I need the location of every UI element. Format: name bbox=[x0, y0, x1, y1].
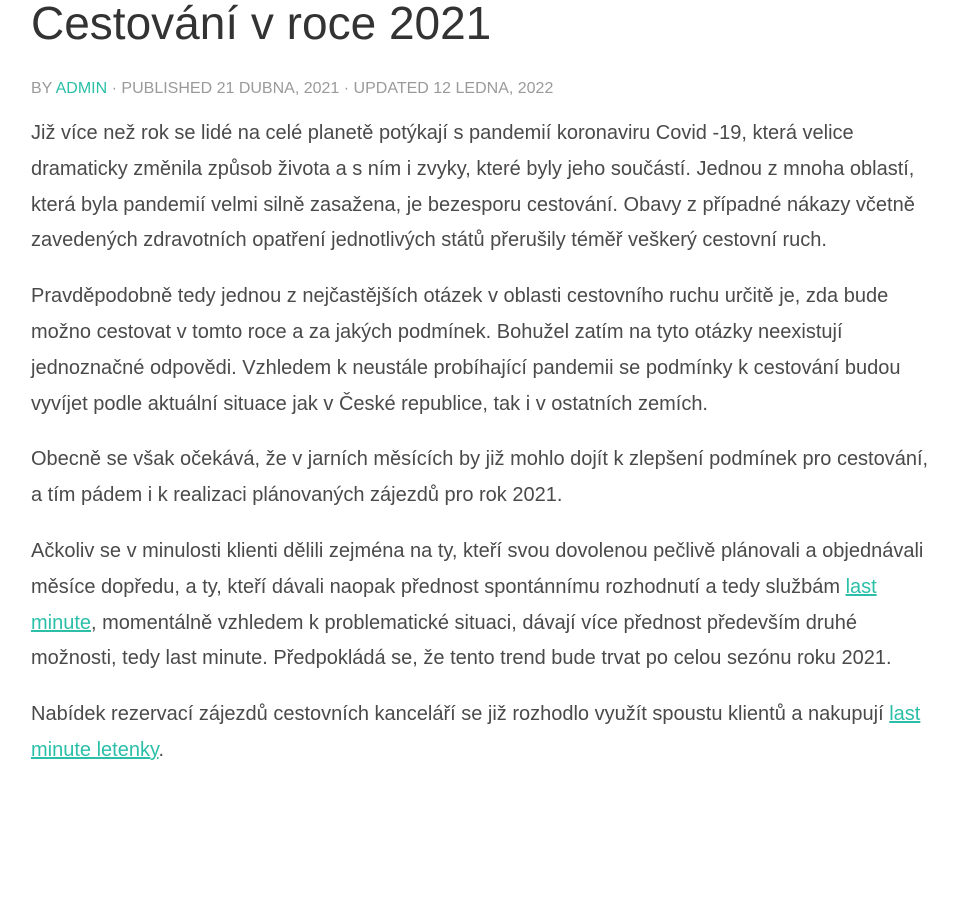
paragraph-text: Nabídek rezervací zájezdů cestovních kanceláří se již rozhodlo využít spoustu klientů a nakupují bbox=[31, 703, 890, 726]
updated-label: UPDATED bbox=[353, 80, 429, 97]
entry-content bbox=[31, 116, 931, 769]
paragraph: Obecně se však očekává, že v jarních měsících by již mohlo dojít k zlepšení podmínek pro cestování, a tím pádem i k realizaci plánovaných zájezdů pro rok 2021. bbox=[31, 448, 929, 507]
meta-separator: · bbox=[343, 80, 350, 97]
entry-meta bbox=[31, 79, 931, 99]
paragraph: Pravděpodobně tedy jednou z nejčastějších otázek v oblasti cestovního ruchu určitě je, zda bude možno cestovat v tomto roce a za jakých podmínek. Bohužel zatím na tyto otázky neexistují jednoznačné odpovědi. Vzhledem k neustále probíhající pandemii se podmínky k cestování budou vyvíjet podle aktuální situace jak v České republice, tak i v ostatních zemích. bbox=[31, 285, 901, 415]
by-label: BY bbox=[31, 80, 53, 97]
paragraph-text: Ačkoliv se v minulosti klienti dělili zejména na ty, kteří svou dovolenou pečlivě plánovali a objednávali měsíce dopředu, a ty, kteří dávali naopak přednost spontánnímu rozhodnutí a tedy službám bbox=[31, 539, 924, 598]
paragraph: Již více než rok se lidé na celé planetě potýkají s pandemií koronaviru Covid -19, která velice dramaticky změnila způsob života a s ním i zvyky, které byly jeho součástí. Jednou z mnoha oblastí, která byla pandemií velmi silně zasažena, je bezesporu cestování. Obavy z případné nákazy včetně zavedených zdravotních opatření jednotlivých států přerušily téměř veškerý cestovní ruch. bbox=[31, 122, 915, 252]
published-label: PUBLISHED bbox=[121, 80, 213, 97]
page-title: Cestování v roce 2021 bbox=[31, 0, 492, 49]
last-minute-letenky-link[interactable]: last minute letenky bbox=[31, 703, 921, 761]
meta-separator: · bbox=[111, 80, 117, 97]
author-link[interactable]: ADMIN bbox=[55, 80, 108, 97]
updated-date: 12 LEDNA, 2022 bbox=[433, 80, 554, 97]
paragraph bbox=[31, 534, 931, 677]
paragraph-text: , momentálně vzhledem k problematické situaci, dávají více přednost především druhé možnosti, tedy last minute. Předpokládá se, že tento trend bude trvat po celou sezónu roku 2021. bbox=[31, 611, 892, 670]
paragraph bbox=[31, 697, 931, 769]
paragraph-text: . bbox=[158, 738, 165, 761]
last-minute-link[interactable]: last minute bbox=[31, 575, 877, 634]
published-date: 21 DUBNA, 2021 bbox=[216, 80, 340, 97]
